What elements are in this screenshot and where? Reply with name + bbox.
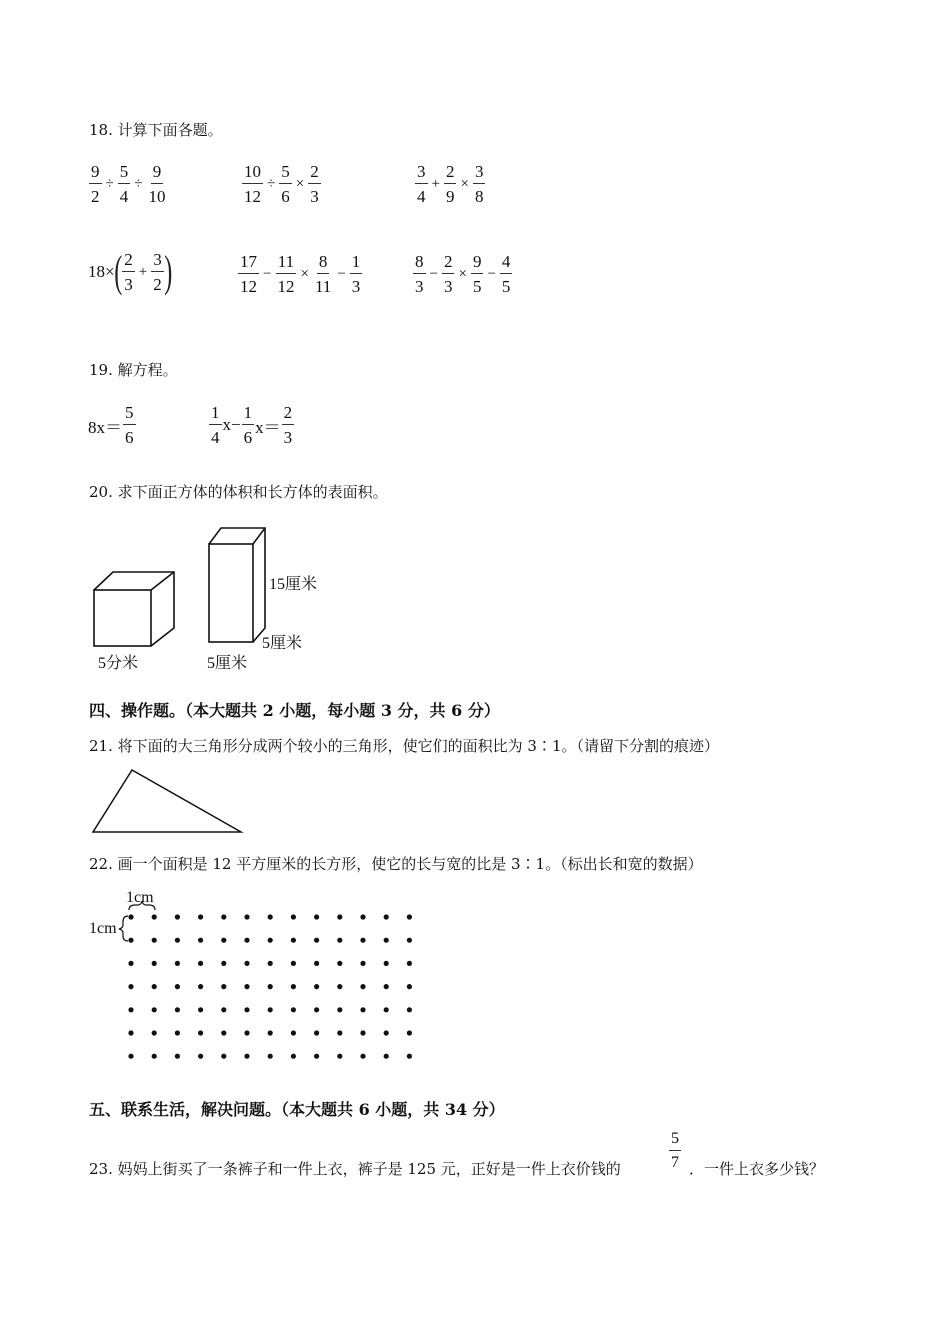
grid-dot (337, 984, 342, 989)
grid-dot (291, 938, 296, 943)
q23-tail: ．一件上衣多少钱？ (689, 1160, 825, 1178)
grid-dot (407, 1054, 412, 1059)
grid-dot (152, 938, 157, 943)
grid-dot (314, 1054, 319, 1059)
grid-dot (198, 984, 203, 989)
grid-dot (244, 938, 249, 943)
grid-dot (291, 1030, 296, 1035)
grid-dot (198, 1054, 203, 1059)
grid-dot (291, 1007, 296, 1012)
grid-dot (337, 1054, 342, 1059)
grid-dot (291, 914, 296, 919)
horizontal-unit-label: 1cm (126, 889, 154, 906)
grid-dot (268, 938, 273, 943)
grid-dot (175, 1054, 180, 1059)
grid-dot (152, 1030, 157, 1035)
grid-dot (152, 1054, 157, 1059)
q18-expr-4: 18× ( $\frac{2}{3}$ + $\frac{3}{2}$ ) (88, 247, 173, 296)
grid-dot (128, 914, 133, 919)
grid-dot (407, 1030, 412, 1035)
cuboid-width-label: 5厘米 (207, 655, 248, 672)
grid-dot (198, 914, 203, 919)
grid-dot (244, 914, 249, 919)
grid-dot (128, 1007, 133, 1012)
q19-equation-1: 8x＝ $\frac{5}{6}$ (88, 403, 134, 447)
grid-dot (244, 1030, 249, 1035)
grid-dot (360, 1030, 365, 1035)
grid-dot (175, 1030, 180, 1035)
q18-expr-5: $\frac{17}{12}$ − $\frac{11}{12}$ × $\frac{8}{11}$ − $\frac{1}{3}$ (240, 252, 361, 296)
grid-dot (244, 984, 249, 989)
grid-dot (337, 1030, 342, 1035)
grid-dot (314, 938, 319, 943)
grid-dot (360, 1007, 365, 1012)
grid-dot (360, 1054, 365, 1059)
grid-dot (175, 1007, 180, 1012)
grid-dot (221, 961, 226, 966)
vertical-brace (119, 916, 128, 941)
section-5-heading: 五、联系生活，解决问题。（本大题共 6 小题，共 34 分） (89, 1100, 505, 1119)
grid-dot (407, 938, 412, 943)
grid-dot (152, 984, 157, 989)
vertical-unit-label: 1cm (89, 920, 117, 937)
grid-dot (221, 984, 226, 989)
grid-dot (337, 1007, 342, 1012)
grid-dot (152, 961, 157, 966)
grid-dot (384, 914, 389, 919)
grid-dot (314, 1030, 319, 1035)
cube-edge-label: 5分米 (98, 655, 139, 672)
q23-fraction: $\frac{5}{7}$ (671, 1130, 679, 1171)
grid-dot (128, 961, 133, 966)
grid-dot (407, 961, 412, 966)
grid-dot (314, 961, 319, 966)
grid-dot (314, 914, 319, 919)
grid-dot (244, 1054, 249, 1059)
grid-dot (337, 938, 342, 943)
grid-dot (221, 914, 226, 919)
grid-dot (314, 1007, 319, 1012)
grid-dot (384, 1030, 389, 1035)
grid-dot (175, 938, 180, 943)
grid-dot (360, 961, 365, 966)
q18-expr-3: $\frac{3}{4}$ + $\frac{2}{9}$ × $\frac{3}{8}$ (417, 162, 484, 206)
grid-dot (221, 938, 226, 943)
grid-dot (175, 961, 180, 966)
q19-equation-2: $\frac{1}{4}$ x− $\frac{1}{6}$ x＝ $\frac{2}{3}$ (211, 403, 293, 447)
grid-dot (314, 984, 319, 989)
grid-dot (198, 1030, 203, 1035)
grid-dot (268, 1054, 273, 1059)
grid-dot (291, 1054, 296, 1059)
grid-dot (291, 961, 296, 966)
grid-dot (360, 914, 365, 919)
grid-dot (152, 1007, 157, 1012)
horizontal-brace (129, 901, 155, 910)
cuboid-height-label: 15厘米 (269, 576, 318, 593)
grid-dot (407, 984, 412, 989)
q20-title: 20. 求下面正方体的体积和长方体的表面积。 (89, 483, 388, 501)
grid-dot (198, 938, 203, 943)
grid-dot (221, 1054, 226, 1059)
grid-dot (128, 1030, 133, 1035)
grid-dot (384, 984, 389, 989)
grid-dot (175, 914, 180, 919)
cuboid-depth-label: 5厘米 (262, 635, 303, 652)
cuboid-figure (209, 528, 265, 642)
dot-grid (115, 900, 425, 1065)
grid-dot (244, 1007, 249, 1012)
cube-figure (94, 572, 174, 646)
grid-dot (198, 1007, 203, 1012)
grid-dot (268, 1007, 273, 1012)
q23-text-main: 23. 妈妈上街买了一条裤子和一件上衣，裤子是 125 元，正好是一件上衣价钱的 (89, 1160, 621, 1178)
grid-dot (360, 938, 365, 943)
grid-dot (407, 914, 412, 919)
grid-dot (175, 984, 180, 989)
grid-dot (198, 961, 203, 966)
grid-dot (384, 1007, 389, 1012)
q22-title: 22. 画一个面积是 12 平方厘米的长方形，使它的长与宽的比是 3∶1。（标出长和宽的数据） (89, 855, 703, 873)
grid-dot (384, 961, 389, 966)
q18-title: 18. 计算下面各题。 (89, 121, 223, 139)
grid-dot (384, 938, 389, 943)
grid-dot (268, 984, 273, 989)
q23-text (89, 1158, 621, 1179)
grid-dot (407, 1007, 412, 1012)
q19-title: 19. 解方程。 (89, 361, 178, 379)
grid-dot (268, 1030, 273, 1035)
grid-dot (128, 984, 133, 989)
grid-dot (268, 914, 273, 919)
q18-expr-1: $\frac{9}{2}$ ÷ $\frac{5}{4}$ ÷ $\frac{9}{10}$ (91, 162, 166, 206)
grid-dot (244, 961, 249, 966)
q21-title: 21. 将下面的大三角形分成两个较小的三角形，使它们的面积比为 3∶1。（请留下分割的痕迹） (89, 737, 719, 755)
grid-dot (128, 1054, 133, 1059)
section-4-heading: 四、操作题。（本大题共 2 小题，每小题 3 分，共 6 分） (89, 701, 500, 720)
grid-dot (128, 938, 133, 943)
large-triangle (88, 766, 248, 838)
grid-dot (337, 961, 342, 966)
q18-expr-2: $\frac{10}{12}$ ÷ $\frac{5}{6}$ × $\frac{2}{3}$ (244, 162, 319, 206)
q18-expr-6: $\frac{8}{3}$ − $\frac{2}{3}$ × $\frac{9}{5}$ − $\frac{4}{5}$ (415, 252, 511, 296)
grid-dot (291, 984, 296, 989)
grid-dot (268, 961, 273, 966)
grid-dot (221, 1007, 226, 1012)
grid-dot (152, 914, 157, 919)
grid-dot (221, 1030, 226, 1035)
grid-dot (360, 984, 365, 989)
grid-dot (337, 914, 342, 919)
grid-dot (384, 1054, 389, 1059)
